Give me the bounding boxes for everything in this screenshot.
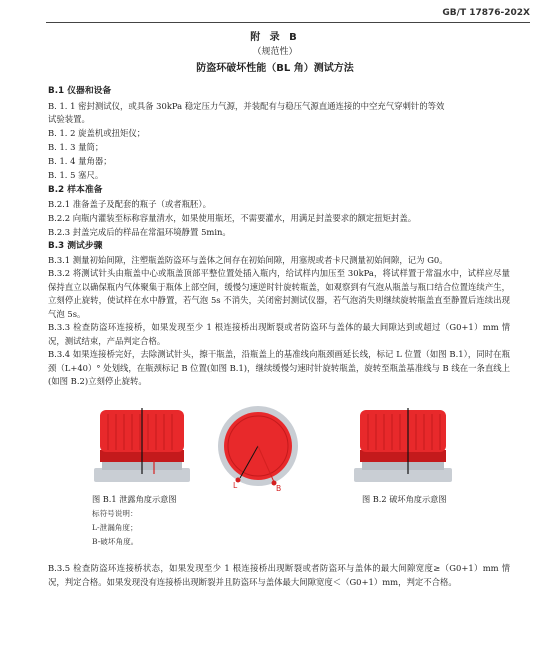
legend-b: B-破坏角度。: [92, 537, 139, 546]
appendix-title: 附 录 B: [250, 32, 300, 43]
para-b11-line2: 试验装置。: [48, 114, 90, 124]
legend-l: L-泄漏角度；: [92, 523, 138, 532]
bottle-neck: [354, 468, 452, 482]
para-b11-line1: B. 1. 1 密封测试仪，或具备 30kPa 稳定压力气源，并装配有与稳压气源直通连接的中空充气穿刺针的等效: [48, 101, 445, 111]
figure-b1-caption: 图 B.1 泄露角度示意图: [92, 494, 177, 504]
figure-b2-side-view: [348, 404, 458, 490]
para-b33: B.3.3 检查防盗环连接桥，如果发现至少 1 根连接桥出现断裂或者防盗环与盖体的最大间隙达到或超过（G0+1）mm 情况，测试结束，产品判定合格。: [48, 322, 510, 346]
para-b15: B. 1. 5 塞尺。: [48, 170, 104, 180]
mark-l: L: [233, 481, 238, 490]
cap-body: [360, 410, 446, 452]
section-b3-heading: B.3 测试步骤: [48, 241, 103, 251]
section-b1-heading: B.1 仪器和设备: [48, 86, 112, 96]
figure-b2-caption: 图 B.2 破坏角度示意图: [362, 494, 447, 504]
mark-b: B: [276, 484, 282, 493]
para-b13: B. 1. 3 量筒；: [48, 142, 104, 152]
para-b31: B.3.1 测量初始间隙，注塑瓶盖防盗环与盖体之间存在初始间隙，用塞规或者卡尺测量初始间隙，记为 G0。: [48, 255, 448, 265]
para-b32: B.3.2 将测试针头由瓶盖中心或瓶盖顶部平整位置处插入瓶内，给试样内加压至 30kPa，将试样置于常温水中，试样应尽量保持直立以确保瓶内气体聚集于瓶体上部空间，缓慢匀速逆时针旋转瓶盖，如观察到有气泡从瓶盖与瓶口结合位置连续产生，立刻停止旋转，使试样在水中静置，若气泡 5s 不消失，关闭密封测试仪器，若气泡消失则继续旋转瓶盖直至静置后连续出现气泡 5s。: [48, 268, 510, 319]
normative-label: （规范性）: [252, 47, 298, 57]
standard-code: GB/T 17876-202X: [442, 8, 530, 18]
para-b35: B.3.5 检查防盗环连接桥状态，如果发现至少 1 根连接桥出现断裂或者防盗环与盖体的最大间隙宽度≥（G0+1）mm 情况，判定合格。如果发现没有连接桥出现断裂并且防盗环与盖体最大间隙宽度＜（G0+1）mm，判定不合格。: [48, 563, 510, 587]
legend-title: 标符号说明：: [92, 509, 138, 518]
para-b22: B.2.2 向瓶内灌装至标称容量清水，如果使用瓶坯，不需要灌水，用满足封盖要求的额定扭矩封盖。: [48, 213, 417, 223]
para-b34: B.3.4 如果连接桥完好，去除测试针头，擦干瓶盖，沿瓶盖上的基准线向瓶颈画延长线，标记 L 位置（如图 B.1），同时在瓶颈（L+40）° 处划线，在瓶颈标记 B 位置(如图 B.1)，继续缓慢匀速时针旋转瓶盖，旋转至瓶盖基准线与 B 线在一条直线上(如图 B.2)立刻停止旋转。: [48, 349, 510, 386]
figure-b1-side-view: [88, 404, 196, 490]
figure-b1-top-view: [214, 404, 304, 490]
document-title: 防盗环破坏性能（BL 角）测试方法: [196, 63, 354, 74]
para-b12: B. 1. 2 旋盖机或扭矩仪；: [48, 128, 146, 138]
para-b23: B.2.3 封盖完成后的样品在常温环境静置 5min。: [48, 227, 231, 237]
para-b14: B. 1. 4 量角器；: [48, 156, 112, 166]
header-rule: [46, 22, 530, 23]
section-b2-heading: B.2 样本准备: [48, 185, 103, 195]
para-b21: B.2.1 准备盖子及配套的瓶子（或者瓶胚）。: [48, 199, 211, 209]
